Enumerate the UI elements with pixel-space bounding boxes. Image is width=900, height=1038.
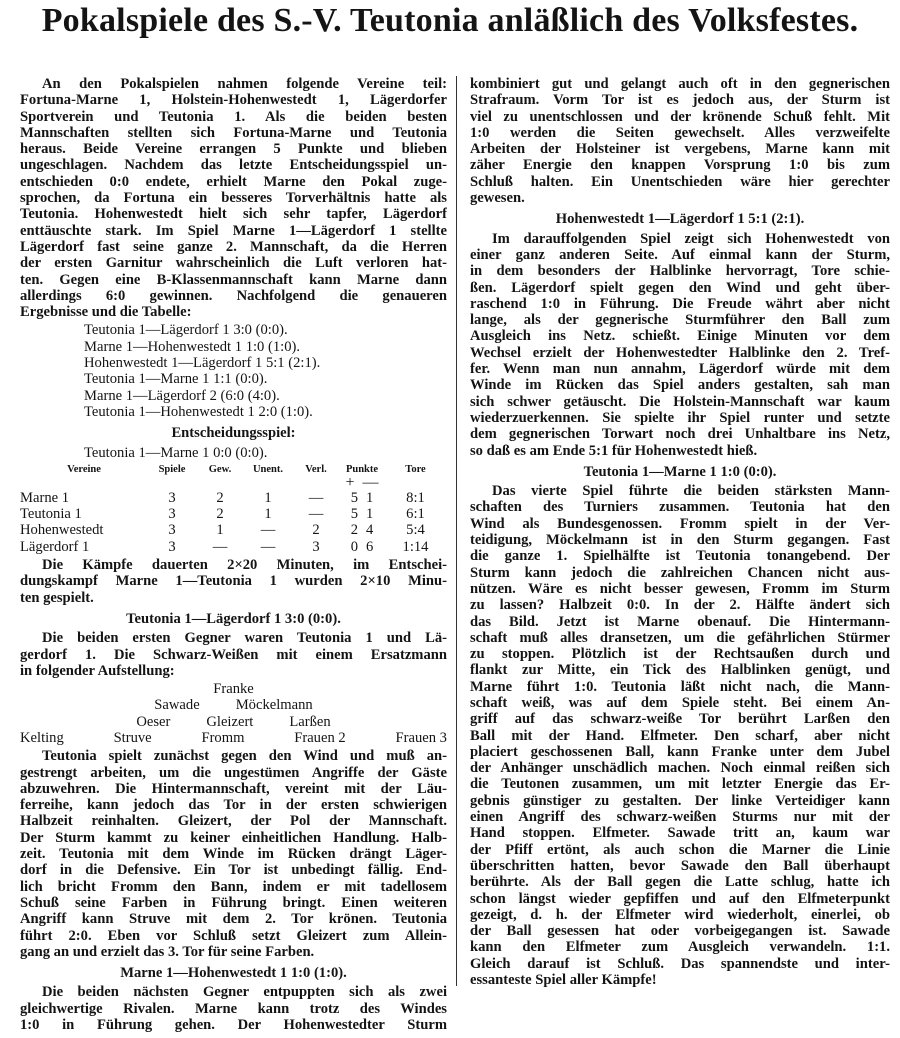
- paragraph: [20, 630, 447, 679]
- cell-won: 2: [216, 489, 224, 506]
- cell-games: 3: [168, 489, 176, 506]
- column-header: Vereine: [67, 463, 101, 475]
- player-name: Sawade: [154, 697, 200, 714]
- player-name: Franke: [213, 681, 254, 698]
- text-line: die ganze 1. Spielhälfte ist Teutonia tonangebend. Der: [470, 548, 890, 565]
- text-line: Das vierte Spiel führte die beiden stärksten Mann-: [492, 483, 890, 500]
- player-name: Kelting: [20, 729, 64, 746]
- text-line: führt 2:0. Eben vor Schluß setzt Gleizert zum Allein-: [20, 927, 447, 944]
- column-header: Punkte: [345, 463, 379, 475]
- cell-games: 3: [168, 506, 176, 523]
- text-line: Fortuna-Marne 1, Holstein-Hohenwestedt 1, Lägerdorfer: [20, 92, 447, 109]
- spacer: [20, 476, 148, 490]
- text-line: zu stoppen. Plötzlich ist der Rechtsaußen durch und: [470, 646, 890, 663]
- text-line: so daß es am Ende 5:1 für Hohenwestedt hieß.: [470, 442, 758, 459]
- spacer: [384, 476, 447, 490]
- column-header: Gew.: [208, 463, 232, 475]
- result-line: Teutonia 1—Marne 1 0:0 (0:0).: [84, 444, 268, 461]
- table-row: [20, 490, 447, 506]
- standings-table: [20, 463, 447, 555]
- text-line: einer ganz anderen Seite. Auf einmal kann der Sturm,: [470, 246, 890, 263]
- text-line: dungskampf Marne 1—Teutonia 1 wurden 2×10 Minu-: [20, 573, 447, 590]
- text-line: lich bricht Fromm den Bann, indem er mit tadellosem: [20, 878, 447, 895]
- cell-goals: 5:4: [406, 522, 425, 539]
- text-line: Arbeiten der Holsteiner ist vergebens, Marne kann mit: [470, 141, 890, 158]
- text-line: einen Angriff des schwarz-weißen Sturms nur mit der: [470, 809, 890, 826]
- text-line: gebnis günstiger zu gestalten. Der linke Verteidiger kann: [470, 792, 890, 809]
- text-line: Wind als Bundesgenossen. Fromm spielt in der Ver-: [470, 515, 890, 532]
- text-line: allerdings 6:0 gewinnen. Nachfolgend die genaueren: [20, 287, 447, 304]
- column-header: Verl.: [305, 463, 327, 475]
- text-line: zu lassen? Halbzeit 0:0. In der 2. Hälfte ändert sich: [470, 597, 890, 614]
- column-header: Tore: [405, 463, 426, 475]
- paragraph: [470, 483, 890, 988]
- lineup-row: [20, 681, 447, 697]
- text-line: lange, als der gegnerische Sturmführer den Ball zum: [470, 312, 890, 329]
- text-line: dem gegnerischen Torwart noch drei Unhaltbare ins Netz,: [470, 426, 890, 443]
- cell-drawn: —: [260, 538, 276, 555]
- text-line: zäher Energie den knappen Vorsprung 1:0 bis zum: [470, 157, 890, 174]
- text-line: flankt zur Mitte, ein Tick des Halblinken genügt, und: [470, 662, 890, 679]
- text-line: Ergebnisse und die Tabelle:: [20, 304, 192, 321]
- text-line: überschritten hatten, bevor Sawade den Ball überhaupt: [470, 857, 890, 874]
- text-line: ungeschlagen. Nachdem das letzte Entscheidungsspiel un-: [20, 157, 447, 174]
- spacer: [292, 476, 340, 490]
- text-line: in dem besonders der Halblinke hervorragt, Tore schie-: [470, 263, 890, 280]
- player-name: Gleizert: [206, 713, 254, 730]
- text-line: Mannschaften stellten sich Fortuna-Marne und Teutonia: [20, 124, 447, 141]
- text-line: berührte. Als der Ball gegen die Latte schlug, hatte ich: [470, 874, 890, 891]
- text-line: Sportverein und Teutonia 1. Als die beiden besten: [20, 108, 447, 125]
- text-line: wiederzuerkennen. Sie spielte ihr Spiel runter und setzte: [470, 409, 890, 426]
- spacer: [196, 476, 244, 490]
- left-column: [20, 76, 447, 1034]
- text-line: placiert geschossenen Ball, kann Franke unter dem Jubel: [470, 743, 890, 760]
- section-heading: Marne 1—Hohenwestedt 1 1:0 (1:0).: [120, 965, 347, 982]
- spacer: [148, 476, 196, 490]
- table-header: [20, 463, 447, 476]
- text-line: der ersten Garnitur wahrscheinlich die Luft verloren hat-: [20, 255, 447, 272]
- table-row: [20, 522, 447, 538]
- cell-drawn: 1: [264, 506, 272, 523]
- result-line: Marne 1—Hohenwestedt 1 1:0 (1:0).: [84, 338, 301, 355]
- text-line: essanteste Spiel aller Kämpfe!: [470, 972, 657, 989]
- text-line: der Pfiff ertönt, als auch schon die Marner die Linie: [470, 841, 890, 858]
- text-line: Sturm kann jedoch die zahlreichen Chancen nicht aus-: [470, 564, 890, 581]
- text-line: Angriff kann Struve mit dem 2. Tor krönen. Teutonia: [20, 911, 447, 928]
- text-line: die Teutonen zusammen, um mit letzter Energie das Er-: [470, 776, 890, 793]
- text-line: Der Sturm kammt zu keiner einheitlichen Handlung. Halb-: [20, 829, 447, 846]
- column-divider: [456, 76, 457, 986]
- team-lineup: [20, 681, 447, 746]
- text-line: der Anhänger unschädlich machen. Noch einmal reißen sich: [470, 760, 890, 777]
- text-line: teidigung, Möckelmann ist in den Sturm gegangen. Fast: [470, 532, 890, 549]
- text-line: kann den Elfmeter zum Ausgleich verwandeln. 1:1.: [470, 939, 890, 956]
- result-line: Teutonia 1—Lägerdorf 1 3:0 (0:0).: [84, 322, 288, 339]
- text-line: An den Pokalspielen nahmen folgende Vereine teil:: [42, 76, 447, 92]
- text-line: griff auf das schwarz-weiße Tor berührt Larßen den: [470, 711, 890, 728]
- paragraph: [20, 557, 447, 606]
- cell-lost: 2: [312, 522, 320, 539]
- column-header: Spiele: [158, 463, 186, 475]
- paragraph: [470, 76, 890, 206]
- text-line: Teutonia. Hohenwestedt hielt sich sehr tapfer, Lägerdorf: [20, 206, 447, 223]
- cell-drawn: —: [260, 522, 276, 539]
- cell-won: —: [212, 538, 228, 555]
- text-line: Lägerdorf fast seine ganze 2. Mannschaft, da die Herren: [20, 238, 447, 255]
- paragraph: [470, 231, 890, 459]
- player-name: Frauen 2: [294, 729, 346, 746]
- text-line: ferreihe, kann jedoch das Tor in der ersten schwierigen: [20, 797, 447, 814]
- cell-games: 3: [168, 522, 176, 539]
- text-line: heraus. Beide Vereine errangen 5 Punkte und blieben: [20, 141, 447, 158]
- text-line: Die beiden nächsten Gegner entpuppten sich als zwei: [42, 984, 447, 1001]
- player-name: Frauen 3: [395, 729, 447, 746]
- cell-points: [340, 506, 384, 522]
- text-line: kombiniert gut und gelangt auch oft in den gegnerischen: [470, 76, 890, 92]
- lineup-row: [20, 697, 447, 713]
- cell-lost: —: [308, 506, 324, 523]
- cell-lost: —: [308, 489, 324, 506]
- points-minus: 1: [366, 489, 374, 506]
- text-line: enttäuschte stark. Im Spiel Marne 1—Lägerdorf 1 stellte: [20, 222, 447, 239]
- text-line: der Ball gesessen hat oder vorbeigegangen ist. Sawade: [470, 923, 890, 940]
- text-line: gerdorf 1. Die Schwarz-Weißen mit einem Ersatzmann: [20, 646, 447, 663]
- text-line: in folgender Aufstellung:: [20, 662, 175, 679]
- minus-label: —: [362, 473, 379, 491]
- plus-minus-labels: [340, 473, 384, 491]
- cell-team: Lägerdorf 1: [20, 538, 90, 555]
- text-line: 1:0 werden die Seiten gewechselt. Alles verzweifelte: [470, 124, 890, 141]
- section-heading: Teutonia 1—Marne 1 1:0 (0:0).: [583, 463, 777, 480]
- text-line: 1:0 in Führung gehen. Der Hohenwestedter Sturm: [20, 1017, 447, 1034]
- text-line: Schuß seine Farben in Führung bringt. Einen weiteren: [20, 894, 447, 911]
- right-column: [470, 76, 890, 989]
- cell-goals: 1:14: [402, 538, 429, 555]
- text-line: gang an und erzielt das 3. Tor für seine Farben.: [20, 943, 315, 960]
- spacer: [244, 476, 292, 490]
- points-minus: 1: [366, 506, 374, 523]
- result-line: Marne 1—Lägerdorf 2 (6:0 (4:0).: [84, 387, 280, 404]
- text-line: Winde im Rücken das Spiel anders gestalten, sah man: [470, 377, 890, 394]
- cell-points: [340, 522, 384, 538]
- text-line: nützen. Wäre es nicht besser gewesen, Fromm im Sturm: [470, 580, 890, 597]
- cell-won: 2: [216, 506, 224, 523]
- section-heading: Hohenwestedt 1—Lägerdorf 1 5:1 (2:1).: [555, 211, 805, 228]
- cell-team: Hohenwestedt: [20, 522, 104, 539]
- text-line: dorf in die Defensive. Ein Tor ist unbedingt fällig. End-: [20, 862, 447, 879]
- section-heading: Entscheidungsspiel:: [171, 425, 296, 442]
- text-line: sprochen, da Fortuna ein besseres Torverhältnis hatte als: [20, 190, 447, 207]
- text-line: zeit. Teutonia mit dem Winde im Rücken drängt Läger-: [20, 846, 447, 863]
- text-line: sich schwer getäuscht. Die Holstein-Mannschaft war kaum: [470, 393, 890, 410]
- text-line: Die Kämpfe dauerten 2×20 Minuten, im Entschei-: [42, 557, 447, 574]
- text-line: Strafraum. Vorm Tor ist es jedoch aus, der Sturm ist: [470, 92, 890, 109]
- text-line: schaft weiß, was auf dem Spiele steht. Bei einem An-: [470, 694, 890, 711]
- text-line: Im darauffolgenden Spiel zeigt sich Hohenwestedt von: [492, 230, 890, 247]
- text-line: ten gespielt.: [20, 589, 94, 606]
- text-line: das Bild. Jetzt ist Marne obenauf. Die Hintermann-: [470, 613, 890, 630]
- paragraph: [20, 984, 447, 1033]
- text-line: Schluß halten. Ein Unentschieden wäre hier gerechter: [470, 173, 890, 190]
- player-name: Larßen: [289, 713, 331, 730]
- text-line: Hand stoppen. Elfmeter. Sawade tritt an, kaum war: [470, 825, 890, 842]
- plus-label: +: [345, 473, 355, 491]
- text-line: Gleich darauf ist Schluß. Das spannendste und inter-: [470, 955, 890, 972]
- points-plus: 5: [350, 506, 358, 523]
- cell-won: 1: [216, 522, 224, 539]
- text-line: abzuwehren. Die Hintermannschaft, vereint mit der Läu-: [20, 780, 447, 797]
- cell-drawn: 1: [264, 489, 272, 506]
- points-plus: 0: [350, 538, 358, 555]
- cell-points: [340, 539, 384, 555]
- text-line: viel zu unentschlossen und der krönende Schuß fehlt. Mit: [470, 108, 890, 125]
- section-heading: Teutonia 1—Lägerdorf 1 3:0 (0:0).: [126, 610, 341, 627]
- result-line: Hohenwestedt 1—Lägerdorf 1 5:1 (2:1).: [84, 355, 321, 372]
- text-line: fer. Wenn man nun annahm, Lägerdorf würde mit dem: [470, 361, 890, 378]
- text-line: Marne führt 1:0. Teutonia läßt nicht nach, die Mann-: [470, 678, 890, 695]
- cell-points: [340, 490, 384, 506]
- player-name: Fromm: [201, 729, 245, 746]
- lineup-row: [20, 714, 447, 730]
- lineup-row: [20, 730, 447, 746]
- text-line: Die beiden ersten Gegner waren Teutonia 1 und Lä-: [42, 630, 447, 647]
- text-line: schon längst wieder gepfiffen und auf den Elfmeterpunkt: [470, 890, 890, 907]
- points-plus: 2: [350, 522, 358, 539]
- player-name: Möckelmann: [235, 697, 313, 714]
- text-line: Halbzeit reinhalten. Gleizert, der Pol der Mannschaft.: [20, 813, 447, 830]
- result-line: Teutonia 1—Marne 1 1:1 (0:0).: [84, 371, 268, 388]
- text-line: gleichwertige Rivalen. Marne kann trotz des Windes: [20, 1000, 447, 1017]
- text-line: gestrengt arbeiten, um die ungestümen Angriffe der Gäste: [20, 764, 447, 781]
- points-minus: 6: [366, 538, 374, 555]
- result-line: Teutonia 1—Hohenwestedt 1 2:0 (1:0).: [84, 403, 313, 420]
- cell-team: Teutonia 1: [20, 506, 82, 523]
- text-line: ßen. Lägerdorf spielt gegen den Wind und geht über-: [470, 279, 890, 296]
- text-line: gezeigt, d. h. der Elfmeter wird wiederholt, einerlei, ob: [470, 906, 890, 923]
- points-subheader: [20, 473, 447, 491]
- player-name: Oeser: [136, 713, 171, 730]
- results-list: [20, 322, 447, 420]
- text-line: raschend 1:0 in Führung. Die Freude währt aber nicht: [470, 295, 890, 312]
- text-line: Wechsel erzielt der Hohenwestedter Halblinke den 2. Tref-: [470, 344, 890, 361]
- points-minus: 4: [366, 522, 374, 539]
- text-line: entschieden 0:0 endete, erhielt Marne den Pokal zuge-: [20, 173, 447, 190]
- article-title: Pokalspiele des S.-V. Teutonia anläßlich des Volksfestes.: [41, 2, 859, 39]
- points-plus: 5: [350, 489, 358, 506]
- text-line: Teutonia spielt zunächst gegen den Wind und muß an-: [42, 748, 447, 765]
- column-header: Unent.: [252, 463, 284, 475]
- text-line: schaft muß alles dransetzen, um die gefährlichen Stürmer: [470, 629, 890, 646]
- paragraph: [20, 76, 447, 320]
- cell-lost: 3: [312, 538, 320, 555]
- text-line: schaften des Turniers zusammen. Teutonia hat den: [470, 499, 890, 516]
- text-line: Ausgleich ins Netz. schießt. Einige Minuten vor dem: [470, 328, 890, 345]
- cell-games: 3: [168, 538, 176, 555]
- table-row: [20, 506, 447, 522]
- table-row: [20, 539, 447, 555]
- player-name: Struve: [113, 729, 152, 746]
- paragraph: [20, 748, 447, 960]
- text-line: gewesen.: [470, 190, 525, 207]
- cell-team: Marne 1: [20, 489, 70, 506]
- text-line: Ball mit der Hand. Elfmeter. Den scharf, aber nicht: [470, 727, 890, 744]
- text-line: ten. Gegen eine B-Klassenmannschaft kann Marne dann: [20, 271, 447, 288]
- cell-goals: 8:1: [406, 489, 425, 506]
- results-list: [20, 445, 447, 461]
- cell-goals: 6:1: [406, 506, 425, 523]
